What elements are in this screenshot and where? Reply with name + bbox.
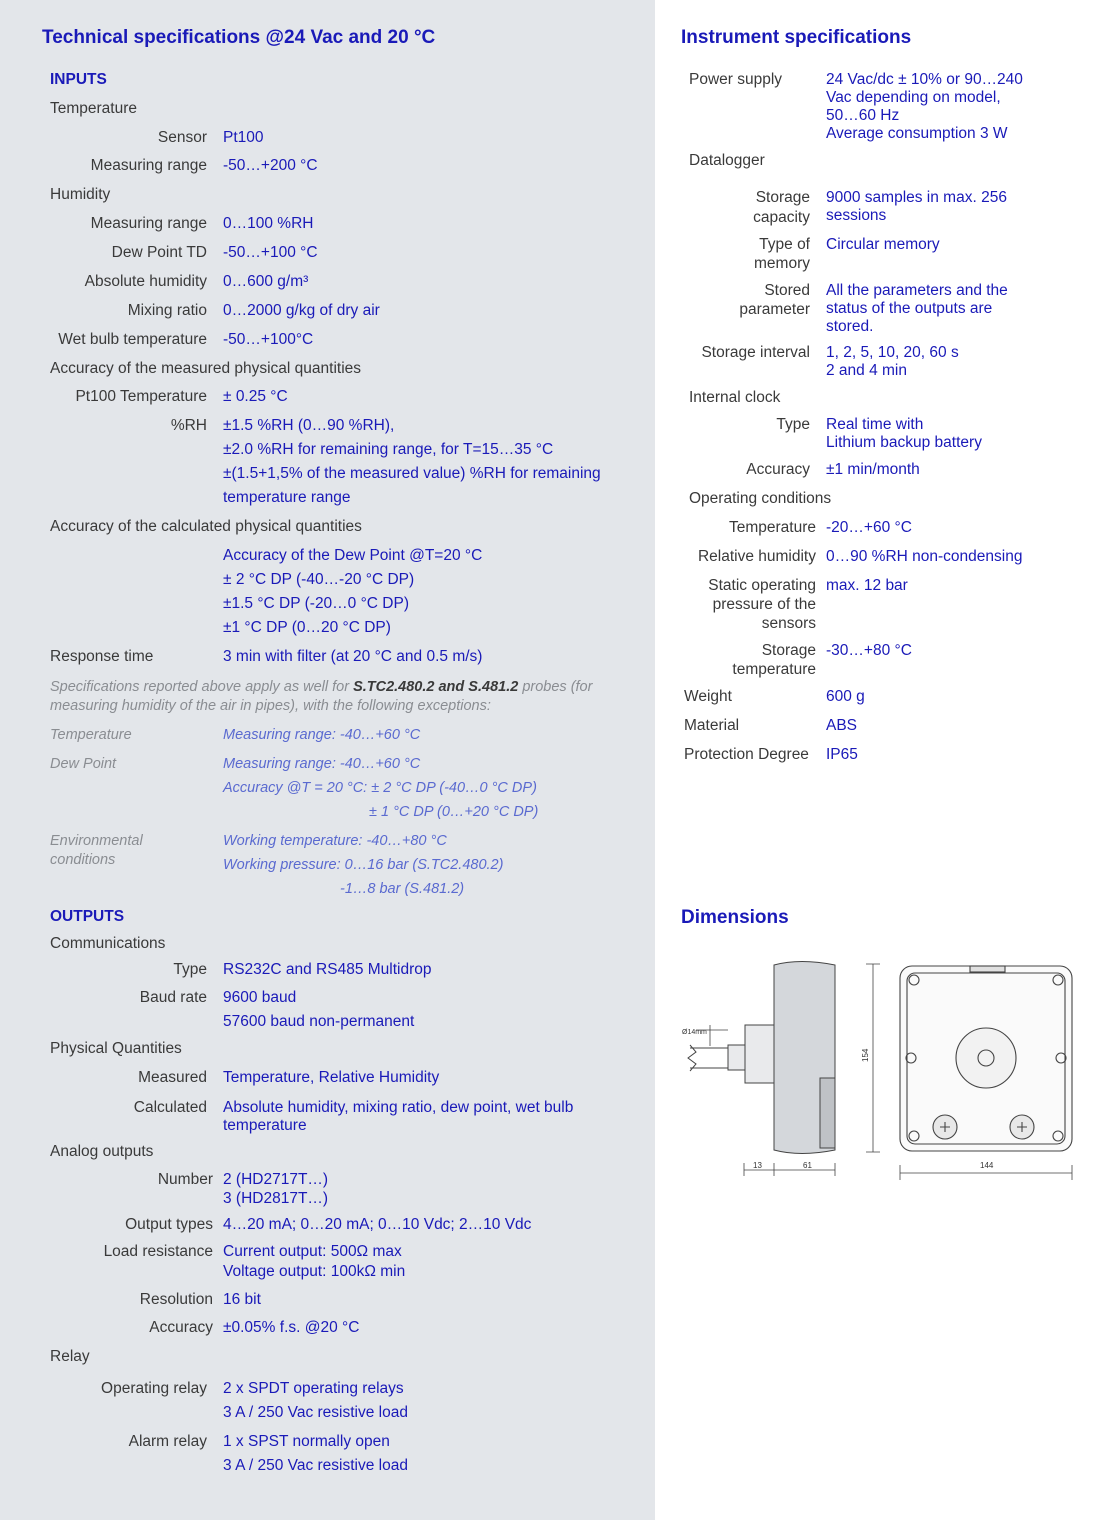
rh-accuracy-line-1: ±1.5 %RH (0…90 %RH),	[223, 417, 395, 434]
calculated-label: Calculated	[133, 1099, 207, 1116]
abs-humidity-value: 0…600 g/m³	[223, 273, 309, 290]
output-types-label: Output types	[125, 1216, 213, 1233]
power-supply-line-3: 50…60 Hz	[826, 107, 900, 124]
side-view	[688, 962, 835, 1154]
baud-rate-label: Baud rate	[139, 989, 207, 1006]
oc-pressure-label-1: Static operating	[708, 577, 816, 594]
material-label: Material	[684, 717, 740, 734]
note-env-label-2: conditions	[50, 852, 116, 868]
power-supply-line-1: 24 Vac/dc ± 10% or 90…240	[826, 71, 1023, 88]
hum-range-value: 0…100 %RH	[223, 215, 314, 232]
temp-range-value: -50…+200 °C	[223, 157, 318, 174]
oc-temperature-value: -20…+60 °C	[826, 519, 912, 536]
rh-accuracy-line-4: temperature range	[223, 489, 351, 506]
dimensions-title: Dimensions	[681, 907, 789, 928]
note-env-line-2: Working pressure: 0…16 bar (S.TC2.480.2)	[223, 857, 504, 873]
rh-accuracy-line-3: ±(1.5+1,5% of the measured value) %RH for remaining	[223, 465, 601, 482]
stored-parameter-line-2: status of the outputs are	[826, 300, 993, 317]
load-resistance-line-2: Voltage output: 100kΩ min	[223, 1263, 406, 1280]
alarm-relay-label: Alarm relay	[128, 1433, 207, 1450]
dew-point-value: -50…+100 °C	[223, 244, 318, 261]
accuracy-value: ±0.05% f.s. @20 °C	[223, 1319, 360, 1336]
storage-interval-line-1: 1, 2, 5, 10, 20, 60 s	[826, 344, 959, 361]
oc-pressure-value: max. 12 bar	[826, 577, 908, 594]
physical-quantities-group: Physical Quantities	[50, 1040, 182, 1057]
weight-value: 600 g	[826, 688, 865, 705]
probe-diameter-label: Ø14mm	[682, 1029, 707, 1036]
alarm-relay-line-1: 1 x SPST normally open	[223, 1433, 390, 1450]
output-types-value: 4…20 mA; 0…20 mA; 0…10 Vdc; 2…10 Vdc	[223, 1216, 532, 1233]
resolution-value: 16 bit	[223, 1291, 261, 1308]
storage-interval-line-2: 2 and 4 min	[826, 362, 907, 379]
comm-type-value: RS232C and RS485 Multidrop	[223, 961, 432, 978]
mixing-ratio-label: Mixing ratio	[127, 302, 207, 319]
protection-label: Protection Degree	[684, 746, 809, 763]
depth-61-label: 61	[803, 1161, 812, 1170]
baud-rate-line-1: 9600 baud	[223, 989, 297, 1006]
power-supply-line-4: Average consumption 3 W	[826, 125, 1008, 142]
temp-range-label: Measuring range	[90, 157, 207, 174]
internal-clock-group: Internal clock	[689, 389, 781, 406]
oc-storage-temp-label-2: temperature	[732, 661, 816, 678]
calc-accuracy-line-2: ± 2 °C DP (-40…-20 °C DP)	[223, 571, 415, 588]
load-resistance-label: Load resistance	[103, 1243, 213, 1260]
operating-relay-label: Operating relay	[101, 1380, 207, 1397]
clock-type-line-1: Real time with	[826, 416, 924, 433]
height-label: 154	[861, 1048, 870, 1062]
storage-capacity-label-2: capacity	[753, 209, 810, 226]
clock-accuracy-label: Accuracy	[746, 461, 810, 478]
calculated-line-2: temperature	[223, 1117, 307, 1134]
accuracy-label: Accuracy	[149, 1319, 213, 1336]
accuracy-measured-group: Accuracy of the measured physical quantities	[50, 360, 362, 377]
memory-type-value: Circular memory	[826, 236, 940, 253]
number-label: Number	[157, 1171, 213, 1188]
accuracy-calculated-group: Accuracy of the calculated physical quantities	[50, 518, 362, 535]
baud-rate-line-2: 57600 baud non-permanent	[223, 1013, 415, 1030]
oc-pressure-label-2: pressure of the	[712, 596, 816, 613]
wet-bulb-label: Wet bulb temperature	[58, 331, 207, 348]
mixing-ratio-value: 0…2000 g/kg of dry air	[223, 302, 380, 319]
temperature-group: Temperature	[50, 100, 138, 117]
pt100-accuracy-label: Pt100 Temperature	[75, 388, 207, 405]
note-dew-point-line-3: ± 1 °C DP (0…+20 °C DP)	[369, 804, 539, 820]
note-temperature-label: Temperature	[50, 727, 132, 743]
operating-relay-line-1: 2 x SPDT operating relays	[223, 1380, 404, 1397]
note-dew-point-line-2: Accuracy @T = 20 °C: ± 2 °C DP (-40…0 °C DP)	[223, 780, 537, 796]
protection-value: IP65	[826, 746, 858, 763]
hum-range-label: Measuring range	[90, 215, 207, 232]
memory-type-label-1: Type of	[759, 236, 810, 253]
datalogger-group: Datalogger	[689, 152, 765, 169]
note-temperature-value: Measuring range: -40…+60 °C	[223, 727, 421, 743]
oc-temperature-label: Temperature	[728, 519, 816, 536]
width-144-label: 144	[980, 1161, 994, 1170]
load-resistance-line-1: Current output: 500Ω max	[223, 1243, 402, 1260]
memory-type-label-2: memory	[754, 255, 810, 272]
sensor-value: Pt100	[223, 129, 264, 146]
wet-bulb-value: -50…+100°C	[223, 331, 314, 348]
technical-specs-title: Technical specifications @24 Vac and 20 °C	[42, 27, 436, 48]
calculated-line-1: Absolute humidity, mixing ratio, dew point, wet bulb	[223, 1099, 574, 1116]
rh-accuracy-line-2: ±2.0 %RH for remaining range, for T=15…35 °C	[223, 441, 554, 458]
dew-point-label: Dew Point TD	[111, 244, 207, 261]
oc-storage-temp-label-1: Storage	[761, 642, 816, 659]
storage-interval-label: Storage interval	[701, 344, 810, 361]
stored-parameter-label-2: parameter	[739, 301, 810, 318]
stored-parameter-line-3: stored.	[826, 318, 874, 335]
clock-type-label: Type	[776, 416, 810, 433]
calc-accuracy-line-1: Accuracy of the Dew Point @T=20 °C	[223, 547, 483, 564]
calc-accuracy-line-3: ±1.5 °C DP (-20…0 °C DP)	[223, 595, 409, 612]
response-time-label: Response time	[50, 648, 154, 665]
inputs-heading: INPUTS	[50, 71, 107, 88]
rh-accuracy-label: %RH	[170, 417, 207, 434]
storage-capacity-label-1: Storage	[755, 189, 810, 206]
note-line-2: measuring humidity of the air in pipes), with the following exceptions:	[50, 698, 491, 714]
relay-group: Relay	[50, 1348, 90, 1365]
pt100-accuracy-value: ± 0.25 °C	[223, 388, 288, 405]
note-env-line-3: -1…8 bar (S.481.2)	[340, 881, 465, 897]
operating-conditions-group: Operating conditions	[689, 490, 832, 507]
note-env-line-1: Working temperature: -40…+80 °C	[223, 833, 447, 849]
clock-type-line-2: Lithium backup battery	[826, 434, 982, 451]
number-line-2: 3 (HD2817T…)	[223, 1190, 329, 1207]
communications-group: Communications	[50, 935, 166, 952]
oc-humidity-value: 0…90 %RH non-condensing	[826, 548, 1023, 565]
abs-humidity-label: Absolute humidity	[84, 273, 207, 290]
material-value: ABS	[826, 717, 858, 734]
outputs-heading: OUTPUTS	[50, 908, 125, 925]
depth-13-label: 13	[753, 1161, 762, 1170]
front-view	[900, 966, 1072, 1151]
power-supply-line-2: Vac depending on model,	[826, 89, 1001, 106]
stored-parameter-label-1: Stored	[764, 282, 810, 299]
clock-accuracy-value: ±1 min/month	[826, 461, 920, 478]
sensor-label: Sensor	[157, 129, 207, 146]
storage-capacity-line-2: sessions	[826, 207, 887, 224]
note-line-1: Specifications reported above apply as well for S.TC2.480.2 and S.481.2 probes (for	[50, 679, 593, 695]
comm-type-label: Type	[173, 961, 207, 978]
dimensions-drawing	[670, 950, 1090, 1190]
note-dew-point-line-1: Measuring range: -40…+60 °C	[223, 756, 421, 772]
oc-pressure-label-3: sensors	[761, 615, 816, 632]
response-time-value: 3 min with filter (at 20 °C and 0.5 m/s)	[223, 648, 483, 665]
stored-parameter-line-1: All the parameters and the	[826, 282, 1008, 299]
humidity-group: Humidity	[50, 186, 111, 203]
measured-value: Temperature, Relative Humidity	[223, 1069, 440, 1086]
oc-humidity-label: Relative humidity	[697, 548, 816, 565]
power-supply-label: Power supply	[689, 71, 783, 88]
measured-label: Measured	[138, 1069, 207, 1086]
calc-accuracy-line-4: ±1 °C DP (0…20 °C DP)	[223, 619, 391, 636]
weight-label: Weight	[684, 688, 732, 705]
note-env-label-1: Environmental	[50, 833, 143, 849]
storage-capacity-line-1: 9000 samples in max. 256	[826, 189, 1007, 206]
alarm-relay-line-2: 3 A / 250 Vac resistive load	[223, 1457, 408, 1474]
note-dew-point-label: Dew Point	[50, 756, 117, 772]
number-line-1: 2 (HD2717T…)	[223, 1171, 329, 1188]
resolution-label: Resolution	[139, 1291, 213, 1308]
operating-relay-line-2: 3 A / 250 Vac resistive load	[223, 1404, 408, 1421]
analog-outputs-group: Analog outputs	[50, 1143, 154, 1160]
instrument-specs-title: Instrument specifications	[681, 27, 912, 48]
oc-storage-temp-value: -30…+80 °C	[826, 642, 912, 659]
